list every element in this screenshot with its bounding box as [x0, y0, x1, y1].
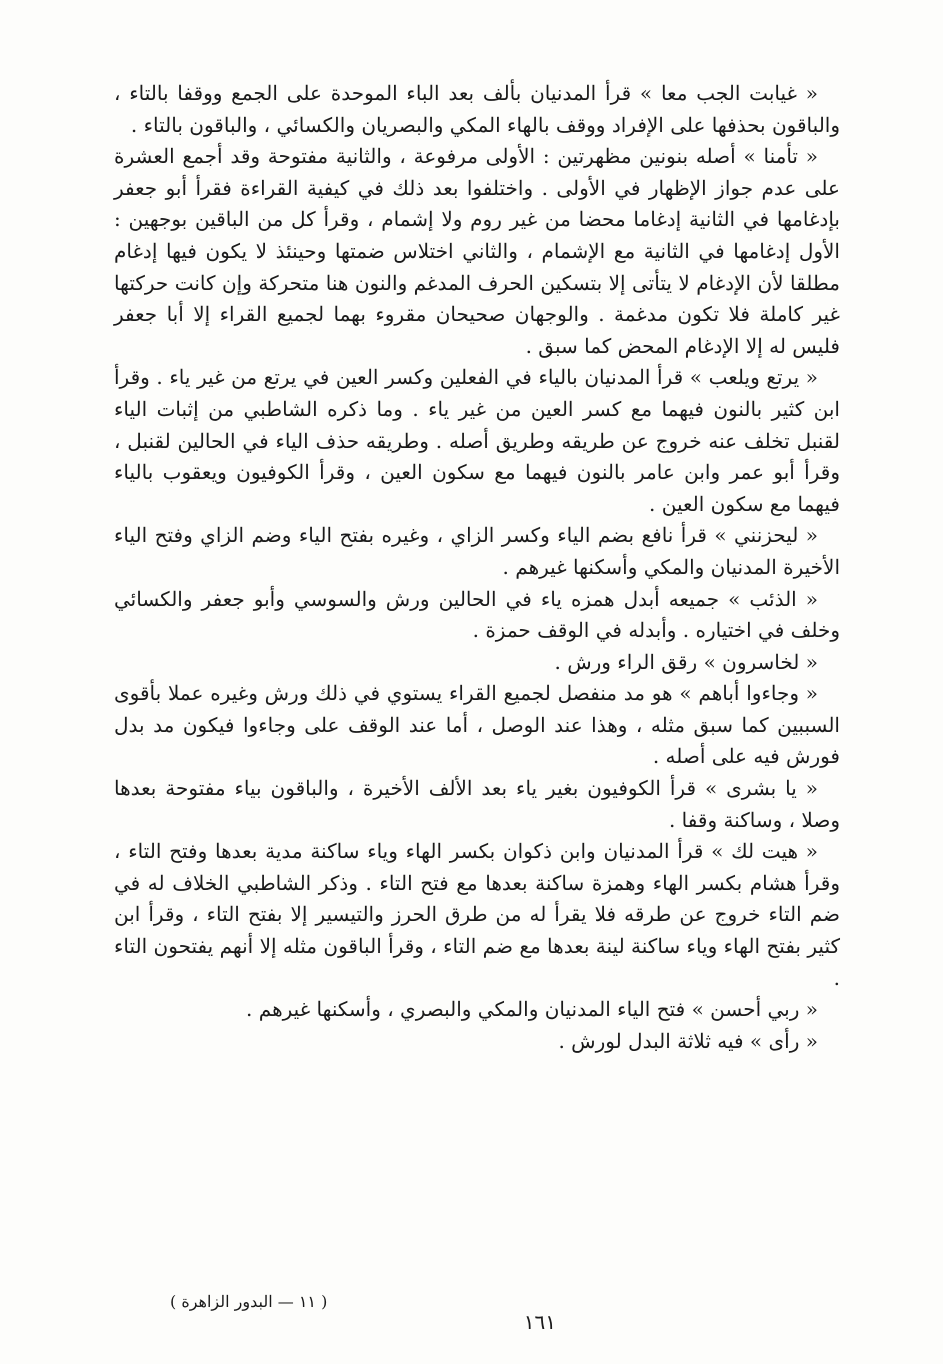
paragraph-tamanna: « تأمنا » أصله بنونين مظهرتين : الأولى مرفوعة ، والثانية مفتوحة وقد أجمع العشرة على عدم جواز الإظهار في الأولى . واختلفوا بعد ذلك في كيفية القراءة فقرأ أبو جعفر بإدغامها في الثانية إدغاما محضا من غير روم ولا إشمام ، وقرأ كل من الباقين بوجهين : الأول إدغامها في الثانية مع الإشمام ، والثاني اختلاس ضمتها وحينئذ لا يكون فيها إدغام مطلقا لأن الإدغام لا يتأتى إلا بتسكين الحرف المدغم والنون هنا متحركة وإن كانت حركتها غير كاملة فلا تكون مدغمة . والوجهان صحيحان مقروء بهما لجميع القراء إلا أبا جعفر فليس له إلا الإدغام المحض كما سبق .: [114, 144, 840, 358]
paragraph-raa: « رأى » فيه ثلاثة البدل لورش .: [558, 1028, 818, 1053]
paragraph-yartae: « يرتع ويلعب » قرأ المدنيان بالياء في الفعلين وكسر العين في يرتع من غير ياء . وقرأ ابن كثير بالنون فيهما مع كسر العين من غير ياء . وما ذكره الشاطبي من إثبات الياء لقنبل تخلف عنه خروج عن طريقه وطريق أصله . وطريقه حذف الياء في الحالين لقنبل ، وقرأ أبو عمر وابن عامر بالنون فيهما مع سكون العين ، وقرأ الكوفيون ويعقوب بالياء فيهما مع سكون العين .: [114, 365, 840, 516]
paragraph-adhdhib: « الذئب » جميعه أبدل همزه ياء في الحالين ورش والسوسي وأبو جعفر والكسائي وخلف في اختياره . وأبدله في الوقف حمزة .: [114, 586, 840, 643]
signature-mark: ( ١١ — البدور الزاهرة ): [170, 1292, 328, 1311]
paragraph-lakhasirun: « لخاسرون » رقق الراء ورش .: [554, 649, 818, 674]
page-number: ١٦١: [523, 1310, 556, 1334]
paragraph-yabushra: « يا بشرى » قرأ الكوفيون بغير ياء بعد الألف الأخيرة ، والباقون بياء مفتوحة بعدها وصلا ، وساكنة وقفا .: [114, 776, 840, 832]
paragraph-ghayabat: « غيابت الجب معا » قرأ المدنيان بألف بعد الباء الموحدة على الجمع ووقفا بالتاء ، والباقون بحذفها على الإفراد ووقف بالهاء المكي والبصريان والكسائي ، والباقون بالتاء .: [114, 81, 840, 137]
paragraph-wajau: « وجاءوا أباهم » هو مد منفصل لجميع القراء يستوي في ذلك ورش وغيره عملا بأقوى السببين كما سبق مثله ، وهذا عند الوصل ، أما عند الوقف على وجاءوا فيكون مد بدل فورش فيه على أصله .: [114, 681, 840, 769]
paragraph-layahzununi: « ليحزنني » قرأ نافع بضم الياء وكسر الزاي ، وغيره بفتح الياء وضم الزاي وفتح الياء الأخيرة المدنيان والمكي وأسكنها غيرهم .: [114, 523, 840, 579]
page-footer: [130, 1286, 840, 1336]
paragraph-rabbi: « ربي أحسن » فتح الياء المدنيان والمكي والبصري ، وأسكنها غيرهم .: [246, 997, 818, 1022]
page-body: [114, 78, 840, 1057]
paragraph-hayta: « هيت لك » قرأ المدنيان وابن ذكوان بكسر الهاء وياء ساكنة مدية بعدها وفتح التاء ، وقرأ هشام بكسر الهاء وهمزة ساكنة بعدها مع فتح التاء . وذكر الشاطبي الخلاف له في ضم التاء خروج عن طرقه فلا يقرأ له من طرق الحرز والتيسير إلا بفتح التاء ، وقرأ ابن كثير بفتح الهاء وياء ساكنة لينة بعدها مع ضم التاء ، وقرأ الباقون مثله إلا أنهم يفتحون التاء .: [114, 839, 840, 990]
